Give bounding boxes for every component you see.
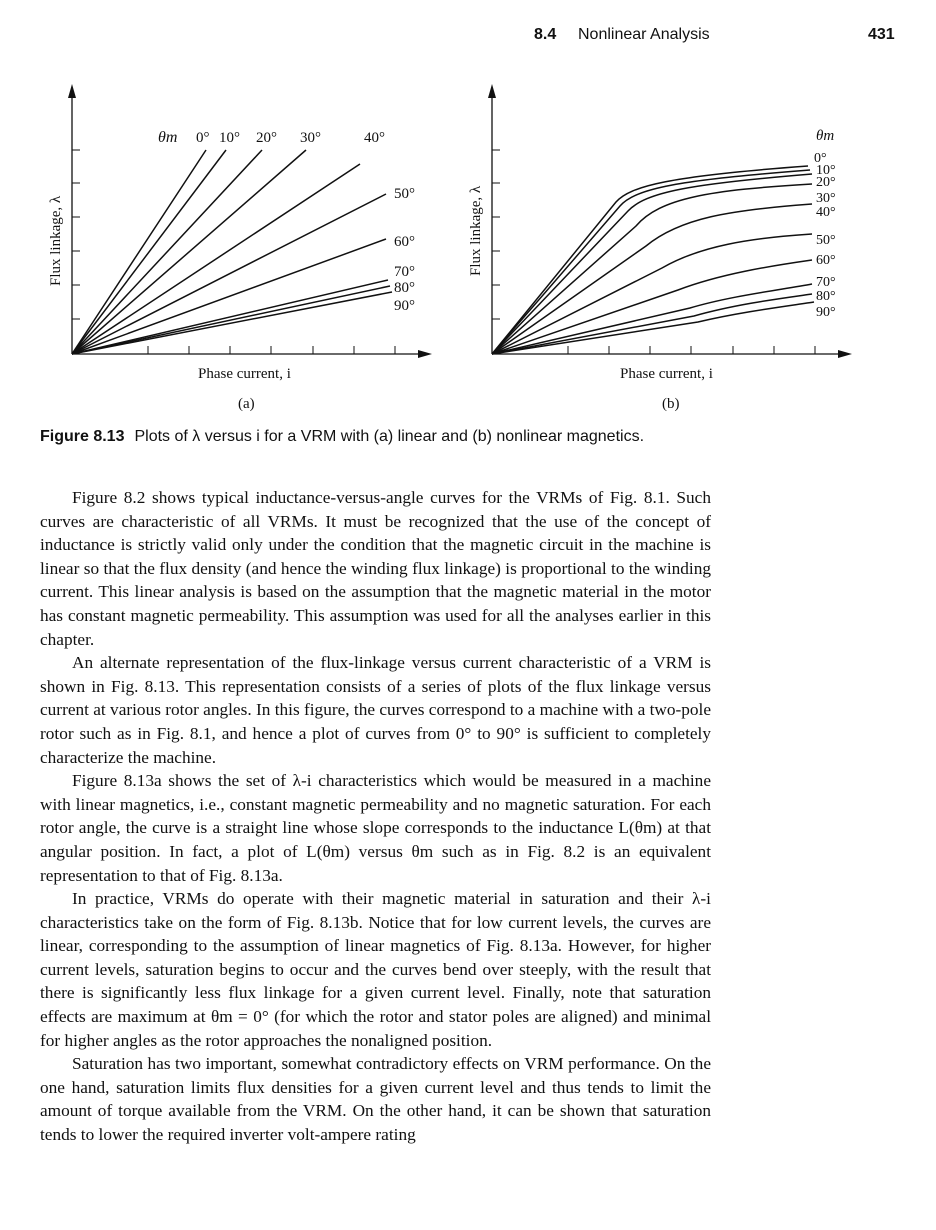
panel-b-panel-label: (b) bbox=[662, 396, 680, 412]
panel-b-angle-80: 80° bbox=[816, 289, 836, 304]
page-number: 431 bbox=[868, 26, 895, 43]
panel-a-angle-10: 10° bbox=[219, 130, 240, 146]
curve-b-20 bbox=[492, 174, 812, 354]
panel-b-theta-label: θm bbox=[816, 128, 835, 144]
panel-a-theta-label: θm bbox=[158, 129, 178, 146]
panel-a-x-ticks bbox=[148, 346, 395, 354]
curve-b-40 bbox=[492, 204, 812, 354]
panel-b-x-ticks bbox=[568, 346, 815, 354]
panel-b-angle-50: 50° bbox=[816, 233, 836, 248]
paragraph: Figure 8.2 shows typical inductance-versus-angle curves for the VRMs of Fig. 8.1. Such curves are characteristic of all VRMs. It must be recognized that the use of the concept of inductance is strictly valid only under the condition that the magnetic circuit in the machine is linear so that the flux density (and hence the winding flux linkage) is proportional to the winding current. This linear analysis is based on the assumption that the magnetic material in the motor has constant magnetic permeability. This assumption was used for all the analyses earlier in this chapter. bbox=[40, 488, 711, 649]
body-text bbox=[40, 486, 711, 1147]
caption-text: Plots of λ versus i for a VRM with (a) linear and (b) nonlinear magnetics. bbox=[134, 428, 645, 445]
figure-caption bbox=[40, 428, 900, 446]
panel-a-ylabel: Flux linkage, λ bbox=[48, 195, 64, 286]
curve-a-0 bbox=[72, 150, 206, 354]
figure-svg bbox=[30, 78, 880, 418]
panel-b-xlabel: Phase current, i bbox=[620, 366, 713, 382]
panel-b-x-arrow-icon bbox=[838, 350, 852, 358]
panel-a-angle-60: 60° bbox=[394, 234, 415, 250]
curve-b-90 bbox=[492, 302, 814, 354]
panel-b-y-arrow-icon bbox=[488, 84, 496, 98]
panel-a-y-arrow-icon bbox=[68, 84, 76, 98]
panel-b-angle-10: 10° bbox=[816, 163, 836, 178]
panel-b-angle-90: 90° bbox=[816, 305, 836, 320]
caption-label: Figure 8.13 bbox=[40, 428, 125, 445]
panel-a-panel-label: (a) bbox=[238, 396, 255, 412]
panel-b-angle-20: 20° bbox=[816, 175, 836, 190]
panel-a bbox=[68, 84, 432, 358]
paragraph: An alternate representation of the flux-linkage versus current characteristic of a VRM is shown in Fig. 8.13. This representation consists of a series of plots of the flux linkage versus current at various rotor angles. In this figure, the curves correspond to a machine with a two-pole rotor such as in Fig. 8.1, and hence a plot of curves from 0° to 90° is sufficient to completely characterize the machine. bbox=[40, 653, 711, 767]
panel-b-y-ticks bbox=[492, 150, 500, 319]
panel-a-labels bbox=[48, 129, 415, 412]
panel-a-curves bbox=[72, 150, 392, 354]
panel-a-angle-30: 30° bbox=[300, 130, 321, 146]
panel-a-y-ticks bbox=[72, 150, 80, 319]
figure-8-13 bbox=[30, 78, 880, 418]
panel-a-angle-90: 90° bbox=[394, 298, 415, 314]
panel-a-angle-80: 80° bbox=[394, 280, 415, 296]
panel-a-angle-0: 0° bbox=[196, 130, 210, 146]
panel-b bbox=[488, 84, 852, 358]
panel-b-curves bbox=[492, 166, 814, 354]
curve-b-60 bbox=[492, 260, 812, 354]
section-title: Nonlinear Analysis bbox=[578, 26, 710, 43]
panel-a-angle-70: 70° bbox=[394, 264, 415, 280]
panel-b-angle-70: 70° bbox=[816, 275, 836, 290]
panel-a-x-arrow-icon bbox=[418, 350, 432, 358]
section-number: 8.4 bbox=[534, 26, 557, 43]
panel-b-angle-30: 30° bbox=[816, 191, 836, 206]
panel-b-angle-0: 0° bbox=[814, 151, 827, 166]
panel-a-angle-40: 40° bbox=[364, 130, 385, 146]
curve-b-0 bbox=[492, 166, 808, 354]
panel-a-angle-50: 50° bbox=[394, 186, 415, 202]
running-header bbox=[0, 24, 936, 50]
panel-b-ylabel: Flux linkage, λ bbox=[468, 185, 484, 276]
paragraph: In practice, VRMs do operate with their magnetic material in saturation and their λ-i characteristics take on the form of Fig. 8.13b. Notice that for low current levels, the curves are linear, corresponding to the assumption of linear magnetics of Fig. 8.13a. However, for higher current levels, saturation begins to occur and the curves bend over steeply, with the result that there is significantly less flux linkage for a given current level. Finally, note that saturation effects are maximum at θm = 0° (for which the rotor and stator poles are aligned) and minimal for higher angles as the rotor approaches the nonaligned position. bbox=[40, 889, 711, 1050]
panel-b-angle-60: 60° bbox=[816, 253, 836, 268]
panel-b-angle-40: 40° bbox=[816, 205, 836, 220]
panel-a-angle-20: 20° bbox=[256, 130, 277, 146]
panel-a-xlabel: Phase current, i bbox=[198, 366, 291, 382]
panel-b-labels bbox=[468, 128, 836, 412]
paragraph: Figure 8.13a shows the set of λ-i characteristics which would be measured in a machine with linear magnetics, i.e., constant magnetic permeability and no magnetic saturation. For each rotor angle, the curve is a straight line whose slope corresponds to the inductance L(θm) at that angular position. In fact, a plot of L(θm) versus θm such as in Fig. 8.2 is an equivalent representation to that of Fig. 8.13a. bbox=[40, 771, 711, 885]
paragraph: Saturation has two important, somewhat contradictory effects on VRM performance. On the one hand, saturation limits flux densities for a given current level and thus tends to limit the amount of torque available from the VRM. On the other hand, it can be shown that saturation tends to lower the required inverter volt-ampere rating bbox=[40, 1054, 711, 1145]
